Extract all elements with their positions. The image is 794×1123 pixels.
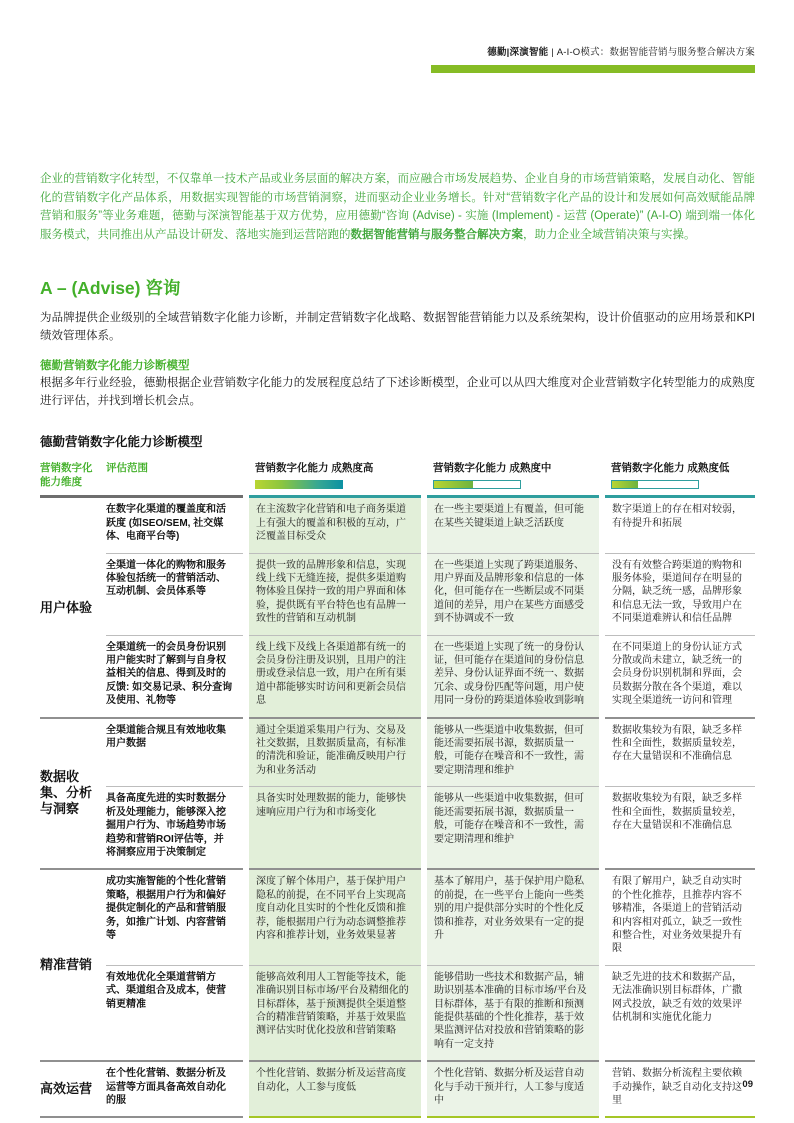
- header-brand: 德勤|深演智能: [487, 47, 549, 58]
- table-cell-scope: 有效地优化全渠道营销方式、渠道组合及成本，使营销更精准: [106, 965, 246, 1061]
- table-cell-scope: 在个性化营销、数据分析及运营等方面具备高效自动化的服: [106, 1061, 246, 1117]
- dimension-cell: 数据收集、分析与洞察: [40, 718, 106, 870]
- table-row: [40, 553, 755, 635]
- table-cell-low: 数据收集较为有限，缺乏多样性和全面性，数据质量较差，存在大量错误和不准确信息: [602, 787, 755, 870]
- maturity-mid-bar-fill: [434, 481, 473, 488]
- maturity-high-bar: [255, 480, 343, 489]
- table-cell-mid: 能够从一些渠道中收集数据，但可能还需要拓展书源，数据质量一般，可能存在噪音和不一致性，需要定期清理和维护: [424, 718, 602, 787]
- table-cell-scope: 成功实施智能的个性化营销策略，根据用户行为和偏好提供定制化的产品和营销服务，如推广计划、内容营销等: [106, 869, 246, 965]
- table-cell-low: 数字渠道上的存在相对较弱，有待提升和拓展: [602, 497, 755, 553]
- table-cell-low: 在不同渠道上的身份认证方式分散或尚未建立，缺乏统一的会员身份识别机制和界面，会员数据分散在各个渠道，难以实现全渠道统一访问和管理: [602, 635, 755, 718]
- table-cell-high: 在主流数字化营销和电子商务渠道上有强大的覆盖和积极的互动，广泛覆盖目标受众: [246, 497, 424, 553]
- table-cell-high: 线上线下及线上各渠道都有统一的会员身份注册及识别，且用户的注册或登录信息一致，用户在所有渠道中都能够实时访问和更新会员信息: [246, 635, 424, 718]
- table-cell-mid: 基本了解用户，基于保护用户隐私的前提，在一些平台上能向一些类别的用户提供部分实时的个性化反馈和推荐，对业务效果有一定的提升: [424, 869, 602, 965]
- table-row: [40, 965, 755, 1061]
- header-doc-title: A-I-O模式：数据智能营销与服务整合解决方案: [556, 47, 755, 58]
- table-cell-scope: 全渠道能合规且有效地收集用户数据: [106, 718, 246, 787]
- col-header-maturity-mid: [424, 459, 602, 497]
- table-row: [40, 718, 755, 787]
- maturity-mid-label: 营销数字化能力 成熟度中: [433, 462, 552, 475]
- table-cell-scope: 在数字化渠道的覆盖度和活跃度 (如SEO/SEM, 社交媒体、电商平台等): [106, 497, 246, 553]
- diagnostic-model-table: [40, 459, 755, 1118]
- table-header-row: [40, 459, 755, 497]
- maturity-low-bar-fill: [612, 481, 638, 488]
- col-header-maturity-low: [602, 459, 755, 497]
- table-row: [40, 1061, 755, 1117]
- table-row: [40, 787, 755, 870]
- table-cell-low: 缺乏先进的技术和数据产品，无法准确识别目标群体，广撒网式投放，缺乏有效的效果评估机制和实施优化能力: [602, 965, 755, 1061]
- header-accent-bar: [431, 65, 755, 73]
- col-header-dimension: 营销数字化 能力维度: [40, 459, 106, 497]
- table-cell-high: 深度了解个体用户，基于保护用户隐私的前提，在不同平台上实现高度自动化且实时的个性化反馈和推荐，能根据用户行为动态调整推荐内容和推荐计划，业务效果显著: [246, 869, 424, 965]
- dimension-cell: 高效运营: [40, 1061, 106, 1117]
- header-divider: |: [551, 47, 557, 58]
- table-cell-high: 能够高效利用人工智能等技术，能准确识别目标市场/平台及精细化的目标群体，基于预测提供全渠道整合的精准营销策略，并基于效果监测评估实时优化投放和营销策略: [246, 965, 424, 1061]
- table-row: [40, 869, 755, 965]
- table-cell-mid: 能够从一些渠道中收集数据，但可能还需要拓展书源，数据质量一般，可能存在噪音和不一致性，需要定期清理和维护: [424, 787, 602, 870]
- table-cell-low: 有限了解用户，缺乏自动实时的个性化推荐，且推荐内容不够精准，各渠道上的营销活动和内容相对孤立，缺乏一致性和整合性，对业务效果提升有限: [602, 869, 755, 965]
- running-header: [40, 0, 755, 58]
- table-cell-scope: 具备高度先进的实时数据分析及处理能力，能够深入挖掘用户行为、市场趋势市场趋势和营销ROI评估等，并将洞察应用于决策制定: [106, 787, 246, 870]
- sub-body: 根据多年行业经验，德勤根据企业营销数字化能力的发展程度总结了下述诊断模型，企业可以从四大维度对企业营销数字化转型能力的成熟度进行评估，并找到增长机会点。: [40, 377, 755, 408]
- table-cell-high: 个性化营销、数据分析及运营高度自动化，人工参与度低: [246, 1061, 424, 1117]
- table-title: 德勤营销数字化能力诊断模型: [40, 435, 203, 450]
- table-row: [40, 635, 755, 718]
- page-number: 09: [742, 1079, 753, 1090]
- intro-paragraph: [40, 170, 755, 244]
- table-cell-mid: 个性化营销、数据分析及运营自动化与手动干预并行，人工参与度适中: [424, 1061, 602, 1117]
- table-cell-scope: 全渠道统一的会员身份识别用户能实时了解到与自身权益相关的信息、得到及时的反馈: 如交易记录、积分查询及使用、礼物等: [106, 635, 246, 718]
- table-cell-mid: 在一些主要渠道上有覆盖，但可能在某些关键渠道上缺乏活跃度: [424, 497, 602, 553]
- maturity-low-bar: [611, 480, 699, 489]
- table-cell-scope: 全渠道一体化的购物和服务体验包括统一的营销活动、互动机制、会员体系等: [106, 553, 246, 635]
- table-cell-high: 通过全渠道采集用户行为、交易及社交数据，且数据质量高，有标准的清洗和验证，能准确反映用户行为和业务活动: [246, 718, 424, 787]
- table-row: [40, 497, 755, 553]
- maturity-low-label: 营销数字化能力 成熟度低: [611, 462, 730, 475]
- sub-heading: 德勤营销数字化能力诊断模型: [40, 360, 190, 373]
- intro-text-tail: ，助力企业全域营销决策与实操。: [523, 228, 696, 241]
- table-cell-low: 没有有效整合跨渠道的购物和服务体验，渠道间存在明显的分隔，缺乏统一感，品牌形象和信息无法一致，导致用户在不同渠道难辨认和信任品牌: [602, 553, 755, 635]
- table-cell-low: 营销、数据分析流程主要依赖手动操作，缺乏自动化支持这里: [602, 1061, 755, 1117]
- table-cell-mid: 在一些渠道上实现了统一的身份认证，但可能存在渠道间的身份信息差异、身份认证界面不统一、数据冗余、或身份匹配等问题，用户使用同一身份的跨渠道体验收到影响: [424, 635, 602, 718]
- section-body: 为品牌提供企业级别的全域营销数字化能力诊断，并制定营销数字化战略、数据智能营销能力以及系统架构，设计价值驱动的应用场景和KPI绩效管理体系。: [40, 312, 755, 343]
- section-heading: A – (Advise) 咨询: [40, 278, 181, 299]
- intro-bold-text: 数据智能营销与服务整合解决方案: [350, 228, 523, 241]
- table-cell-mid: 在一些渠道上实现了跨渠道服务、用户界面及品牌形象和信息的一体化，但可能存在一些断层或不同渠道间的差异，用户在某些方面感受到不协调或不一致: [424, 553, 602, 635]
- intro-text: 企业的营销数字化转型，不仅靠单一技术产品或业务层面的解决方案，而应融合市场发展趋势、企业自身的市场营销策略，发展自动化、智能化的营销数字化产品体系，用数据实现智能的市场营销洞察，进而驱动企业业务增长。针对“营销数字化产品的设计和发展如何高效赋能品牌营销和服务”等业务难题，德勤与深演智能基于双方优势，应用德勤“咨询 (Advise) - 实施 (Implement) - 运营 (Operate)” (A-I-O) 端到端一体化服务模式，共同推出从产品设计研发、落地实施到运营陪跑的: [40, 173, 755, 241]
- maturity-high-label: 营销数字化能力 成熟度高: [255, 462, 374, 475]
- col-header-maturity-high: [246, 459, 424, 497]
- table-cell-low: 数据收集较为有限，缺乏多样性和全面性，数据质量较差，存在大量错误和不准确信息: [602, 718, 755, 787]
- dimension-cell: 用户体验: [40, 497, 106, 718]
- table-cell-high: 具备实时处理数据的能力，能够快速响应用户行为和市场变化: [246, 787, 424, 870]
- dimension-cell: 精准营销: [40, 869, 106, 1061]
- maturity-mid-bar: [433, 480, 521, 489]
- col-header-scope: 评估范围: [106, 459, 246, 497]
- table-cell-mid: 能够借助一些技术和数据产品，辅助识别基本准确的目标市场/平台及目标群体，基于有限的推断和预测能提供基础的个性化推荐，基于效果监测评估对投放和营销策略的影响有一定支持: [424, 965, 602, 1061]
- table-cell-high: 提供一致的品牌形象和信息，实现线上线下无缝连接，提供多渠道购物体验且保持一致的用户界面和体验，提供既有平台特色也有品牌一致性的营销和互动机制: [246, 553, 424, 635]
